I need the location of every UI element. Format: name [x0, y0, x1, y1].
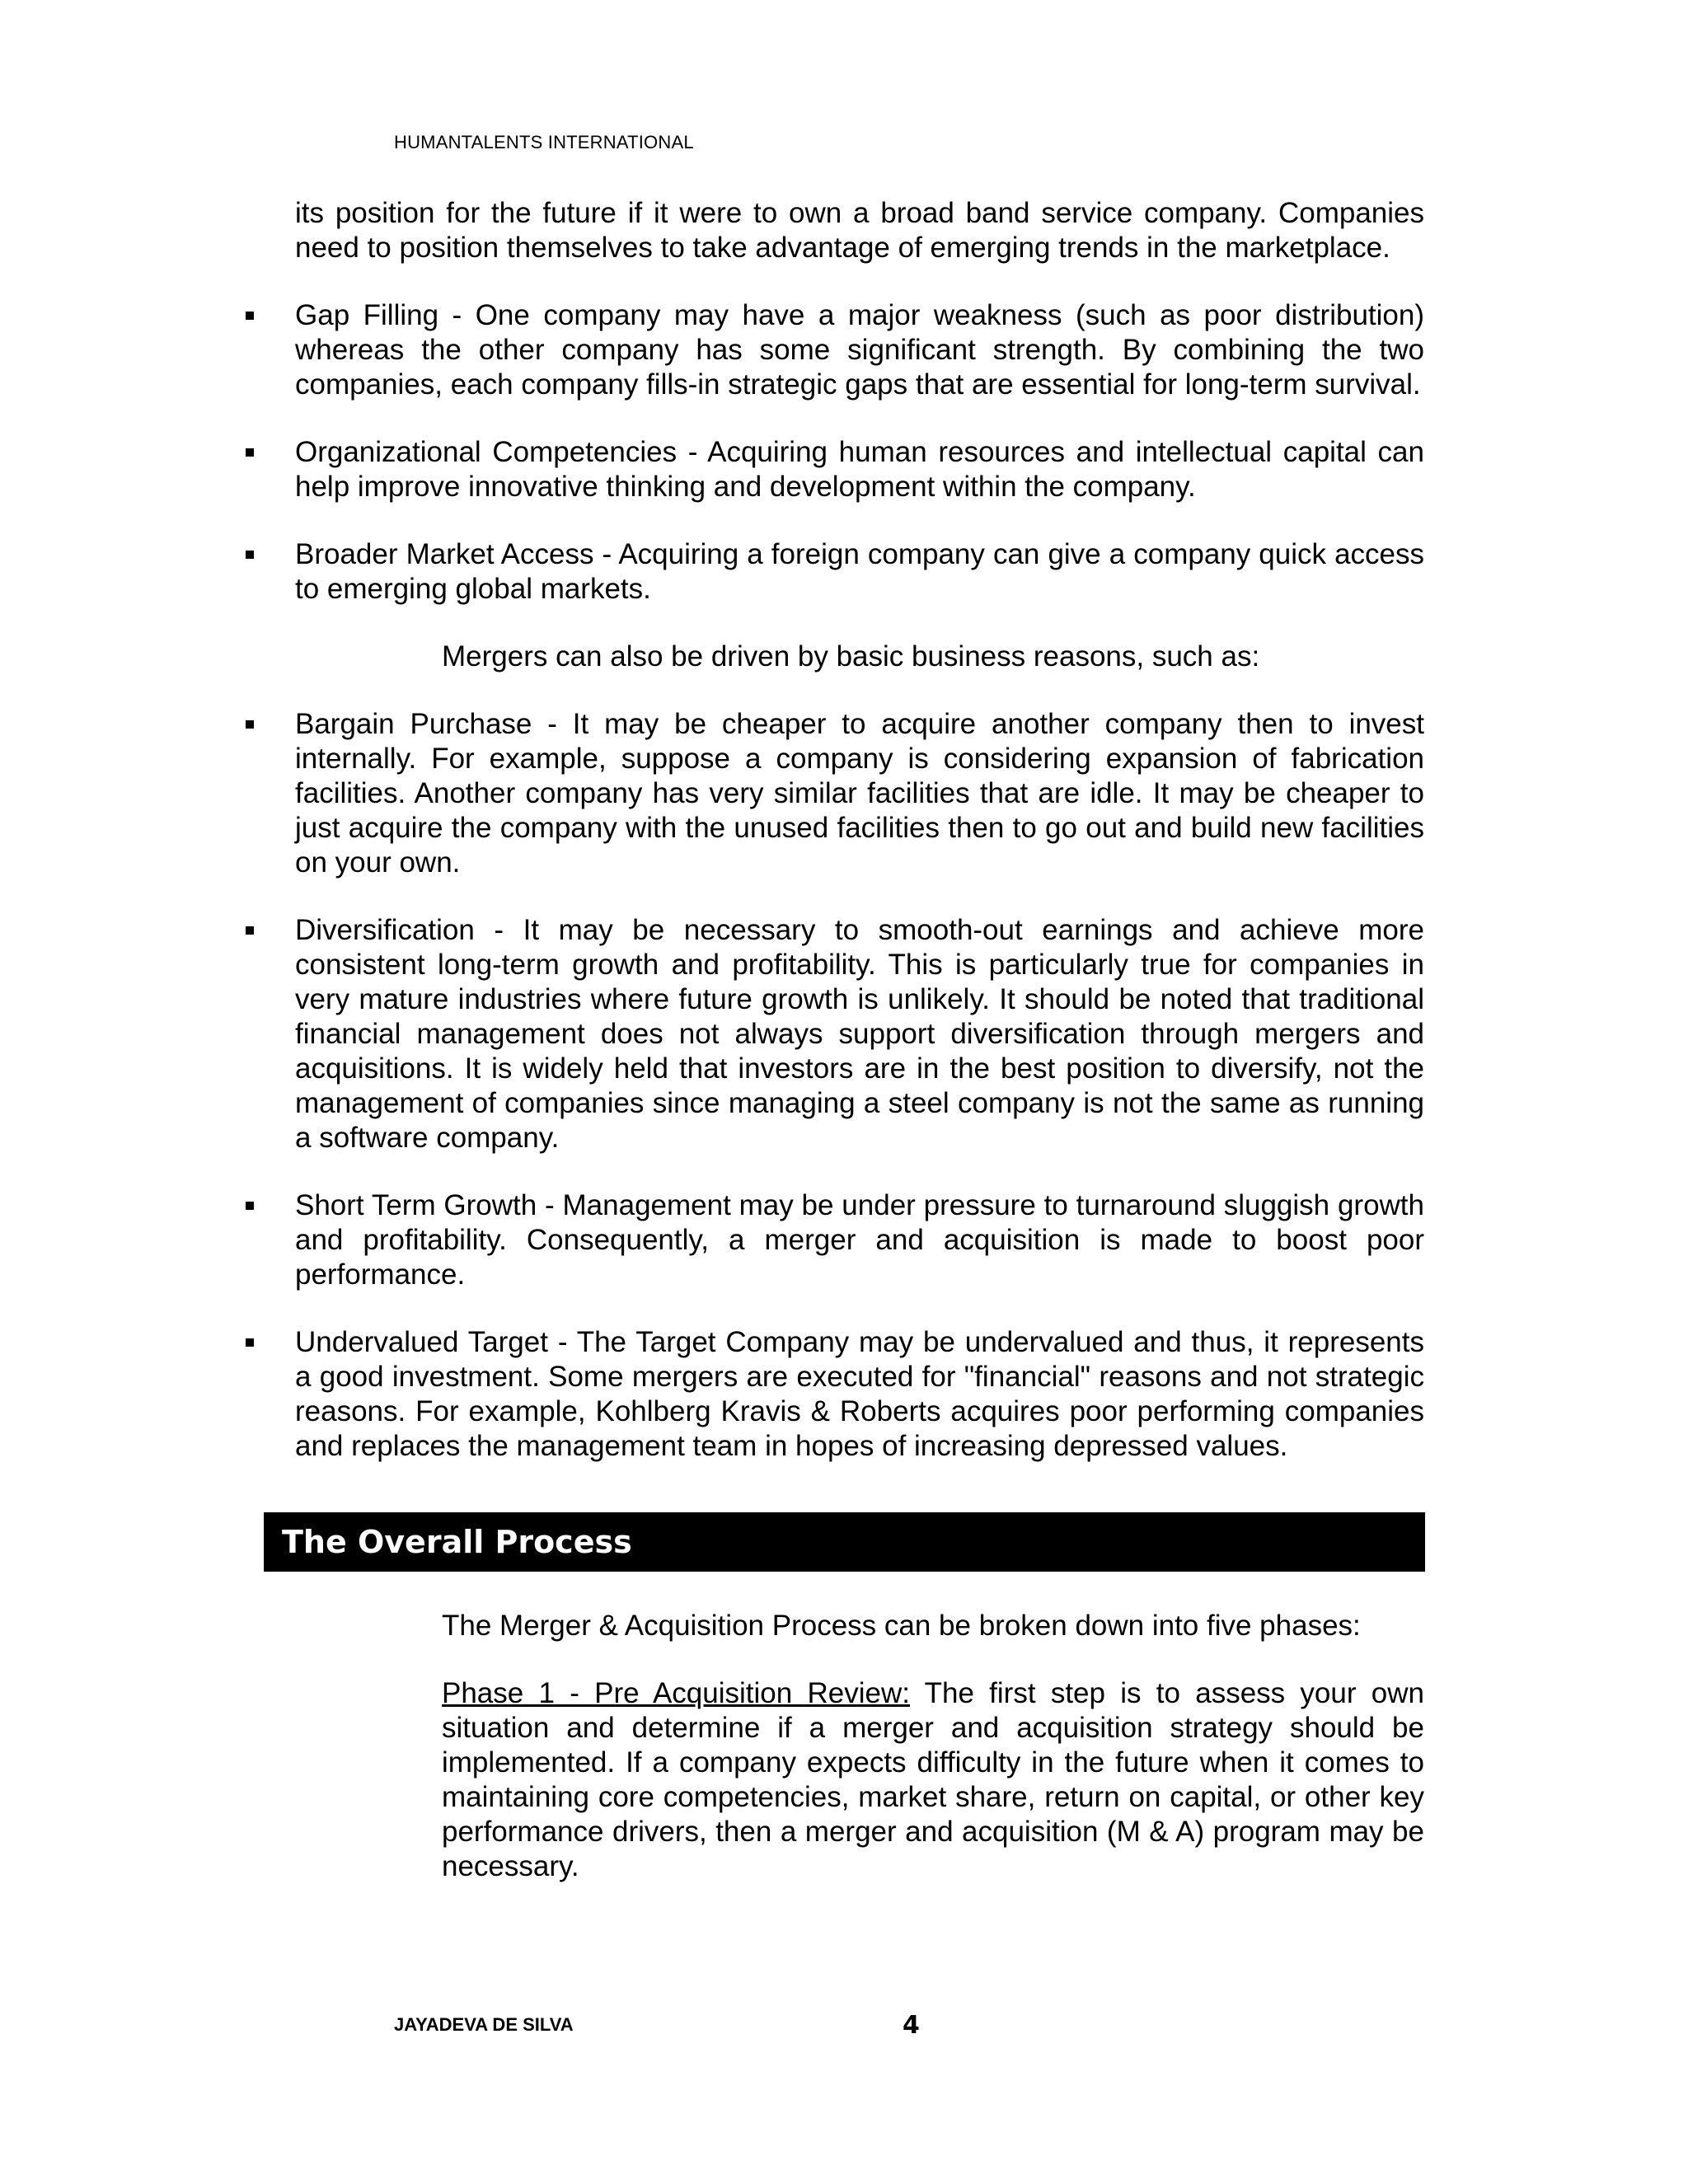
- square-bullet-icon: [246, 926, 254, 935]
- business-reasons-intro: Mergers can also be driven by basic business reasons, such as:: [442, 640, 1260, 673]
- phase-1-paragraph: [442, 1676, 1424, 1884]
- business-reasons-list: [295, 707, 1424, 1464]
- square-bullet-icon: [246, 448, 254, 457]
- list-item-text: Short Term Growth - Management may be under pressure to turnaround sluggish growth and profitability. Consequently, a merger and acquisition is made to boost poor performance.: [295, 1189, 1424, 1291]
- list-item-text: Broader Market Access - Acquiring a foreign company can give a company quick access to emerging global markets.: [295, 538, 1424, 605]
- square-bullet-icon: [246, 551, 254, 559]
- list-item: [295, 298, 1424, 402]
- phase-1-text: The first step is to assess your own situation and determine if a merger and acquisition strategy should be implemented. If a company expects difficulty in the future when it comes to maintaining core competencies, market share, return on capital, or other key performance drivers, then a merger and acquisition (M & A) program may be necessary.: [442, 1677, 1424, 1882]
- square-bullet-icon: [246, 1202, 254, 1210]
- list-item-text: Diversification - It may be necessary to smooth-out earnings and achieve more consistent long-term growth and profitability. This is particularly true for companies in very mature industries where future growth is unlikely. It should be noted that traditional financial management does not always support diversification through mergers and acquisitions. It is widely held that investors are in the best position to diversify, not the management of companies since managing a steel company is not the same as running a software company.: [295, 914, 1424, 1154]
- process-section: [442, 1609, 1424, 1884]
- list-item: [295, 707, 1424, 880]
- square-bullet-icon: [246, 1338, 254, 1347]
- process-intro: The Merger & Acquisition Process can be broken down into five phases:: [442, 1610, 1361, 1642]
- list-item-text: Undervalued Target - The Target Company may be undervalued and thus, it represents a good investment. Some mergers are executed for "financial" reasons and not strategic reasons. For example, Kohlberg Kravis & Roberts acquires poor performing companies and replaces the management team in hopes of increasing depressed values.: [295, 1326, 1424, 1462]
- list-item: [295, 1188, 1424, 1292]
- square-bullet-icon: [246, 312, 254, 320]
- list-item-text: Gap Filling - One company may have a major weakness (such as poor distribution) whereas the other company has some significant strength. By combining the two companies, each company fills-in strategic gaps that are essential for long-term survival.: [295, 299, 1424, 401]
- list-item: [295, 913, 1424, 1155]
- section-heading: [264, 1512, 1425, 1572]
- page-header: HUMANTALENTS INTERNATIONAL: [394, 132, 694, 152]
- phase-1-title: Phase 1 - Pre Acquisition Review:: [442, 1677, 910, 1709]
- section-title: The Overall Process: [282, 1524, 632, 1560]
- footer-author: JAYADEVA DE SILVA: [394, 2014, 574, 2035]
- page-number: 4: [903, 2011, 920, 2040]
- continuation-paragraph: its position for the future if it were to own a broad band service company. Companies need to position themselves to take advantage of emerging trends in the marketplace.: [295, 197, 1424, 264]
- list-item: [295, 537, 1424, 607]
- strategic-reasons-list: [295, 298, 1424, 607]
- square-bullet-icon: [246, 720, 254, 729]
- list-item: [295, 435, 1424, 504]
- list-item: [295, 1325, 1424, 1464]
- list-item-text: Organizational Competencies - Acquiring human resources and intellectual capital can help improve innovative thinking and development within the company.: [295, 436, 1424, 503]
- document-body: [295, 196, 1424, 1497]
- list-item-text: Bargain Purchase - It may be cheaper to acquire another company then to invest internally. For example, suppose a company is considering expansion of fabrication facilities. Another company has very similar facilities that are idle. It may be cheaper to just acquire the company with the unused facilities then to go out and build new facilities on your own.: [295, 708, 1424, 879]
